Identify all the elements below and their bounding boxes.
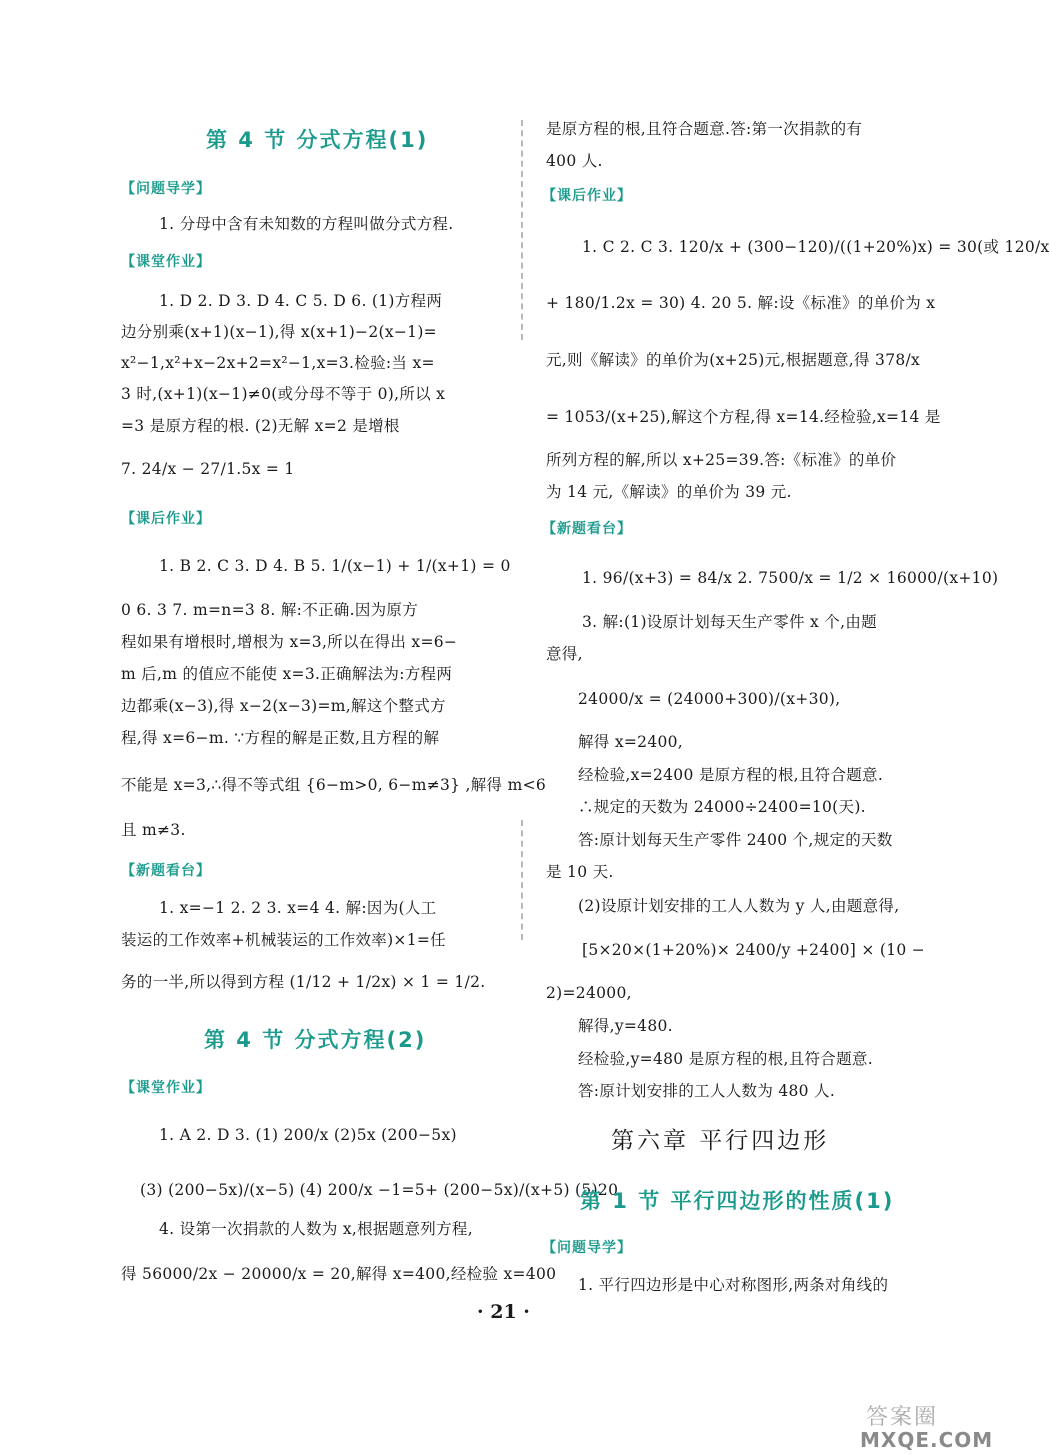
tag-ketang-zuoye-2: 【课堂作业】 <box>121 1080 211 1096</box>
text-line: 得 56000/2x − 20000/x = 20,解得 x=400,经检验 x=400 <box>121 1265 557 1283</box>
text-line: 24000/x = (24000+300)/(x+30), <box>578 690 841 708</box>
section-title-6-1: 第 1 节 平行四边形的性质(1) <box>580 1189 895 1213</box>
text-line: 经检验,y=480 是原方程的根,且符合题意. <box>578 1050 873 1068</box>
text-line: 解得,y=480. <box>578 1017 673 1035</box>
text-line: 所列方程的解,所以 x+25=39.答:《标准》的单价 <box>546 451 897 469</box>
text-line: (3) (200−5x)/(x−5) (4) 200/x −1=5+ (200−5x)/(x+5) (5)20 <box>140 1181 619 1199</box>
text-line: 3. 解:(1)设原计划每天生产零件 x 个,由题 <box>582 613 877 631</box>
text-line: (2)设原计划安排的工人人数为 y 人,由题意得, <box>578 897 900 915</box>
tag-kehou-zuoye: 【课后作业】 <box>542 188 632 204</box>
text-line: 程如果有增根时,增根为 x=3,所以在得出 x=6− <box>121 633 458 651</box>
section-title-4-1: 第 4 节 分式方程(1) <box>206 128 429 152</box>
text-line: x²−1,x²+x−2x+2=x²−1,x=3.检验:当 x= <box>121 354 435 372</box>
text-line: 边都乘(x−3),得 x−2(x−3)=m,解这个整式方 <box>121 697 446 715</box>
text-line: 4. 设第一次捐款的人数为 x,根据题意列方程, <box>159 1220 473 1238</box>
text-line: 答:原计划安排的工人人数为 480 人. <box>578 1082 836 1100</box>
tag-ketang-zuoye: 【课堂作业】 <box>121 254 211 270</box>
section-title-4-2: 第 4 节 分式方程(2) <box>204 1028 427 1052</box>
text-line: 1. B 2. C 3. D 4. B 5. 1/(x−1) + 1/(x+1) = 0 <box>159 557 511 575</box>
text-line: [5×20×(1+20%)× 2400/y +2400] × (10 − <box>582 941 926 959</box>
text-line: 3 时,(x+1)(x−1)≠0(或分母不等于 0),所以 x <box>121 385 446 403</box>
text-line: 1. A 2. D 3. (1) 200/x (2)5x (200−5x) <box>159 1126 457 1144</box>
text-line: 1. 分母中含有未知数的方程叫做分式方程. <box>159 215 454 233</box>
tag-wenti-daoxue: 【问题导学】 <box>121 181 211 197</box>
text-line: 且 m≠3. <box>121 821 186 839</box>
text-line: 2)=24000, <box>546 984 632 1002</box>
text-line: 程,得 x=6−m. ∵方程的解是正数,且方程的解 <box>121 729 440 747</box>
watermark <box>858 1398 996 1452</box>
text-line: 1. C 2. C 3. 120/x + (300−120)/((1+20%)x) = 30(或 120/x <box>582 238 1050 256</box>
tag-xinti-kantai: 【新题看台】 <box>542 521 632 537</box>
text-line: 元,则《解读》的单价为(x+25)元,根据题意,得 378/x <box>546 351 921 369</box>
tag-xinti-kantai: 【新题看台】 <box>121 863 211 879</box>
column-divider <box>521 820 523 940</box>
watermark-logo: 答案圈 <box>866 1405 939 1430</box>
text-line: ∴规定的天数为 24000÷2400=10(天). <box>578 798 866 816</box>
text-line: m 后,m 的值应不能使 x=3.正确解法为:方程两 <box>121 665 453 683</box>
column-divider <box>521 120 523 340</box>
text-line: 400 人. <box>546 152 603 170</box>
text-line: 是 10 天. <box>546 863 614 881</box>
text-line: 1. 96/(x+3) = 84/x 2. 7500/x = 1/2 × 16000/(x+10) <box>582 569 999 587</box>
text-line: 不能是 x=3,∴得不等式组 {6−m>0, 6−m≠3} ,解得 m<6 <box>121 776 547 794</box>
text-line: 0 6. 3 7. m=n=3 8. 解:不正确.因为原方 <box>121 601 419 619</box>
text-line: 7. 24/x − 27/1.5x = 1 <box>121 460 295 478</box>
page-number: · 21 · <box>477 1301 530 1323</box>
text-line: 为 14 元,《解读》的单价为 39 元. <box>546 483 792 501</box>
text-line: 边分别乘(x+1)(x−1),得 x(x+1)−2(x−1)= <box>121 323 437 341</box>
chapter-title: 第六章 平行四边形 <box>611 1128 830 1154</box>
text-line: =3 是原方程的根. (2)无解 x=2 是增根 <box>121 417 400 435</box>
text-line: 1. x=−1 2. 2 3. x=4 4. 解:因为(人工 <box>159 899 437 917</box>
text-line: 是原方程的根,且符合题意.答:第一次捐款的有 <box>546 120 863 138</box>
text-line: 1. D 2. D 3. D 4. C 5. D 6. (1)方程两 <box>159 292 443 310</box>
text-line: 意得, <box>546 645 583 663</box>
text-line: 答:原计划每天生产零件 2400 个,规定的天数 <box>578 831 893 849</box>
text-line: + 180/1.2x = 30) 4. 20 5. 解:设《标准》的单价为 x <box>546 294 936 312</box>
tag-wenti-daoxue: 【问题导学】 <box>542 1240 632 1256</box>
text-line: 经检验,x=2400 是原方程的根,且符合题意. <box>578 766 884 784</box>
text-line: 1. 平行四边形是中心对称图形,两条对角线的 <box>578 1276 889 1294</box>
text-line: = 1053/(x+25),解这个方程,得 x=14.经检验,x=14 是 <box>546 408 941 426</box>
text-line: 解得 x=2400, <box>578 733 684 751</box>
tag-kehou-zuoye: 【课后作业】 <box>121 511 211 527</box>
text-line: 务的一半,所以得到方程 (1/12 + 1/2x) × 1 = 1/2. <box>121 973 486 991</box>
text-line: 装运的工作效率+机械装运的工作效率)×1=任 <box>121 931 446 949</box>
watermark-url: MXQE.COM <box>860 1428 994 1452</box>
